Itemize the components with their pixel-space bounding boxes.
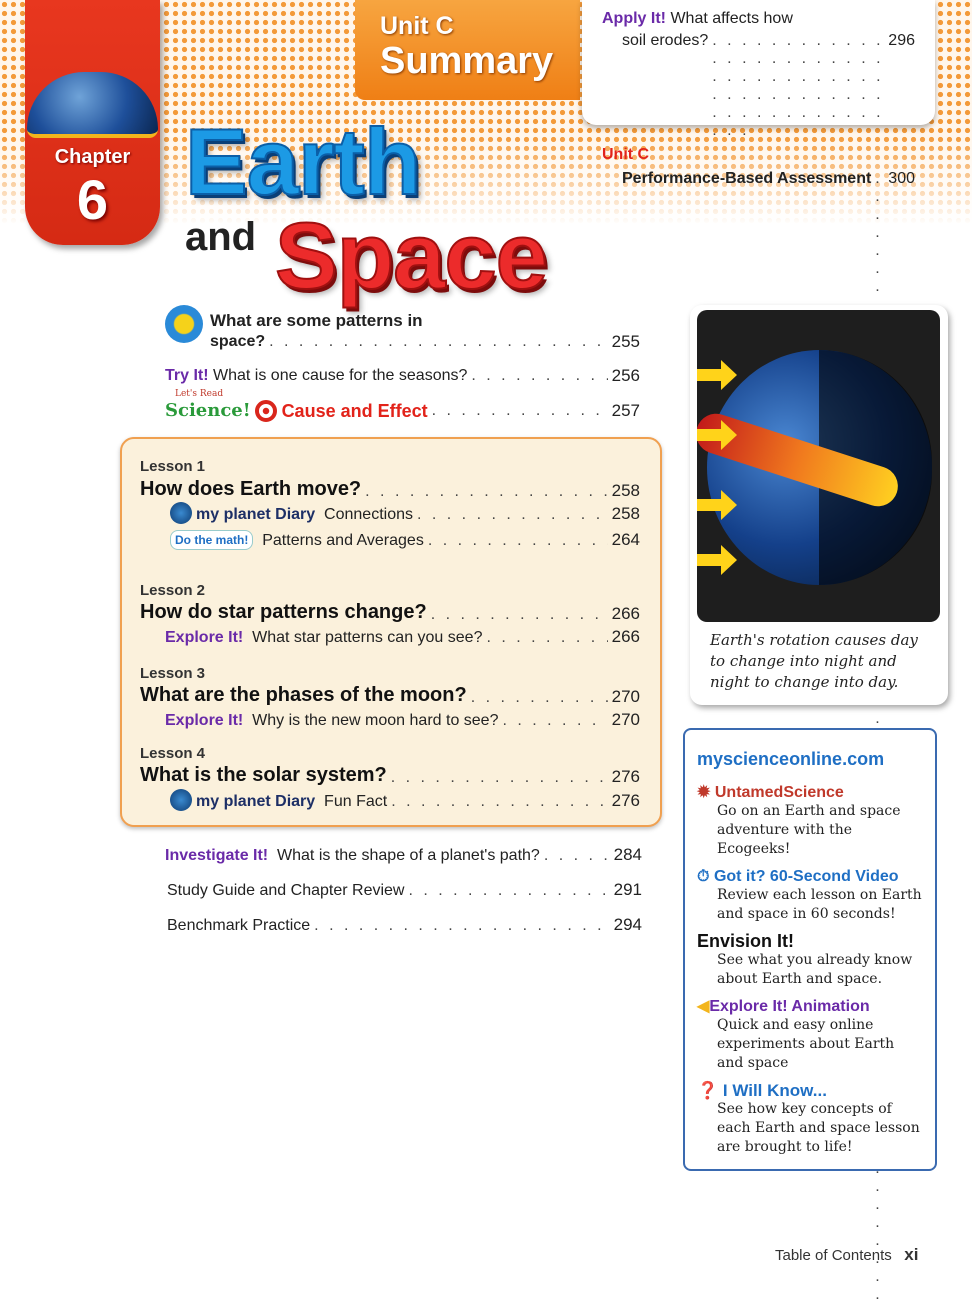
- try-it-text: What is one cause for the seasons?: [213, 367, 468, 384]
- page-number: 266: [611, 627, 640, 646]
- sub-item-text: Patterns and Averages: [262, 532, 424, 549]
- online-item-desc: Go on an Earth and space adventure with the Ecogeeks!: [717, 803, 901, 857]
- planet-diary-tag: my planet Diary: [196, 506, 316, 523]
- page-number: 296: [888, 32, 915, 49]
- lesson-label: Lesson 4: [140, 745, 206, 762]
- globe-icon: [27, 72, 158, 138]
- lesson-title: How do star patterns change?: [140, 601, 427, 623]
- sunlight-arrow-icon: [697, 545, 737, 575]
- planet-diary-icon: [170, 502, 192, 524]
- page-number: 294: [613, 915, 642, 934]
- page-number: 255: [611, 332, 640, 351]
- online-item-title: Explore It! Animation: [709, 998, 870, 1015]
- lesson-label: Lesson 3: [140, 665, 206, 682]
- cause-effect-label: Cause and Effect: [281, 401, 428, 421]
- question-icon: ❓: [697, 1081, 723, 1100]
- study-guide-entry: Study Guide and Chapter Review: [167, 882, 405, 899]
- online-item-title: Envision It!: [697, 931, 795, 951]
- lesson-title: How does Earth move?: [140, 478, 362, 500]
- stopwatch-icon: ⏱: [697, 868, 714, 885]
- lets-read-label: Let's Read: [175, 389, 224, 399]
- planet-diary-tag: my planet Diary: [196, 793, 316, 810]
- page-number: 276: [611, 791, 640, 810]
- big-question: What are some patterns in: [210, 311, 423, 330]
- planet-diary-icon: [170, 789, 192, 811]
- chapter-number: 6: [76, 168, 109, 231]
- online-item-title: UntamedScience: [714, 784, 844, 801]
- sub-item-text: Fun Fact: [324, 793, 388, 810]
- lesson-title: What are the phases of the moon?: [140, 684, 467, 706]
- untamed-science-icon: ✹: [697, 784, 715, 801]
- chapter-title-earth: Earth: [185, 109, 421, 214]
- unit-summary-banner: [355, 0, 580, 100]
- investigate-it-label: Investigate It!: [165, 847, 269, 864]
- footer-page-number: xi: [904, 1245, 919, 1264]
- online-item-desc: See how key concepts of each Earth and space lesson are brought to life!: [717, 1101, 920, 1155]
- page-number: 264: [611, 530, 640, 549]
- online-item-desc: See what you already know about Earth and space.: [717, 952, 913, 987]
- sub-item-text: What star patterns can you see?: [252, 629, 483, 646]
- explore-it-tag: Explore It!: [165, 629, 244, 646]
- unit-c-label: Unit C: [602, 146, 650, 163]
- summary-label: Summary: [380, 40, 554, 82]
- do-the-math-tag: Do the math!: [170, 530, 253, 550]
- page-number: 276: [611, 767, 640, 786]
- chapter-tab: [25, 0, 160, 245]
- page-number: 258: [611, 481, 640, 500]
- sunlight-arrow-icon: [697, 360, 737, 390]
- page-footer: [775, 1245, 918, 1265]
- footer-section: Table of Contents: [775, 1247, 892, 1264]
- lesson-label: Lesson 1: [140, 458, 206, 475]
- apply-it-text: What affects how: [670, 10, 793, 27]
- online-item-title: I Will Know...: [722, 1081, 827, 1100]
- big-question-cont: space?: [210, 333, 266, 350]
- website-link[interactable]: myscienceonline.com: [697, 749, 885, 769]
- sub-item-text: Why is the new moon hard to see?: [252, 712, 499, 729]
- lesson-label: Lesson 2: [140, 582, 206, 599]
- figure-caption: Earth's rotation causes day to change into night and night to change into day.: [710, 631, 918, 691]
- page-number: 284: [613, 845, 642, 864]
- assessment-title: Performance-Based Assessment: [622, 170, 872, 187]
- page-number: 258: [611, 504, 640, 523]
- online-item-title: Got it? 60-Second Video: [713, 868, 899, 885]
- apply-it-label: Apply It!: [602, 10, 666, 27]
- page-number: 291: [613, 880, 642, 899]
- target-icon: [255, 400, 277, 422]
- page-number: 266: [611, 604, 640, 623]
- apply-it-text2: soil erodes?: [622, 32, 709, 49]
- question-icon: [165, 305, 203, 343]
- lesson-title: What is the solar system?: [140, 764, 387, 786]
- online-resources-box: [683, 728, 937, 1171]
- investigate-text: What is the shape of a planet's path?: [277, 847, 540, 864]
- benchmark-entry: Benchmark Practice: [167, 917, 311, 934]
- page-number: 270: [611, 710, 640, 729]
- online-item-desc: Quick and easy online experiments about Earth and space: [717, 1017, 895, 1071]
- page-number: 270: [611, 687, 640, 706]
- explore-icon: ◀: [697, 998, 710, 1015]
- page-number: 300: [888, 170, 915, 187]
- unit-toc-box: [582, 0, 935, 187]
- page-number: 256: [611, 366, 640, 385]
- earth-rotation-figure: [690, 305, 948, 705]
- chapter-label: Chapter: [54, 146, 131, 168]
- science-label: Science!: [165, 400, 251, 421]
- page-number: 257: [611, 401, 640, 420]
- chapter-title-and: and: [185, 215, 257, 259]
- earth-rotation-image: [697, 310, 940, 622]
- chapter-title-space: Space: [275, 203, 547, 308]
- try-it-label: Try It!: [165, 367, 209, 384]
- online-item-desc: Review each lesson on Earth and space in 60 seconds!: [717, 887, 922, 922]
- explore-it-tag: Explore It!: [165, 712, 244, 729]
- sub-item-text: Connections: [324, 506, 413, 523]
- unit-label: Unit C: [380, 12, 454, 40]
